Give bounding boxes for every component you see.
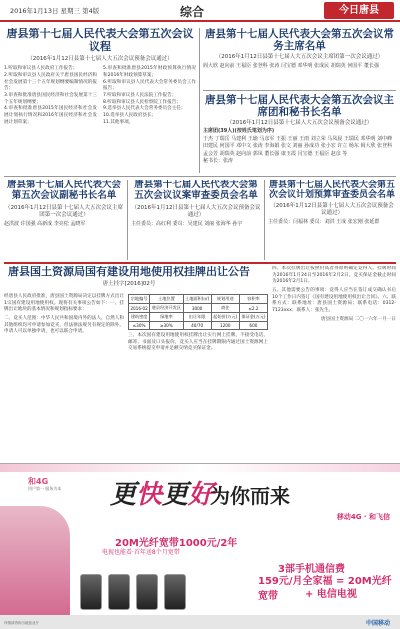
ad-fine-print: 详情请咨询当地营业厅: [4, 621, 39, 625]
ad-slogan-char: 快: [136, 480, 163, 510]
budget-committee-names: 主任委员：闫福林 委员：刘洪 王成 张宏刚 张延群: [268, 218, 380, 225]
ad-offer-phones: 3部手机通信费: [278, 564, 345, 575]
ad-brand-right: 移动4G · 和飞信: [336, 513, 390, 521]
ad-slogan-secondary: 为你而来: [210, 484, 290, 508]
presidium-names: 于杰 丁瑞岳 马建利 王瑜 马彦军 王振 王丽 王雨 刘立荣 马凤晨 王瑞民 邓华明 刘中峰 田建民 何国平 邓中文 张涛 李海娟 张文 刘丽 孙成功 张小宏 许立 杨东 阎大欣 张登科 孟会芳 胡瑞英 赵向前 郭凤 董长强 康玉霞 闫宝德 王福臣 赵彦 等: [203, 135, 393, 157]
ad-offer-family-tv: + 电信电视: [305, 589, 357, 600]
china-mobile-logo: 中国移动: [365, 620, 390, 627]
table-header-row: [129, 295, 268, 304]
notice-agenda: [4, 28, 196, 170]
table-header: 建筑密度: [129, 313, 150, 322]
ad-offer-broadband-note: 电视也能看·首年送8个月宽带: [102, 549, 180, 556]
column-divider: [127, 180, 128, 260]
land-column-1: [4, 294, 124, 336]
newspaper-logo: 今日唐县: [324, 2, 394, 19]
land-body-2: 二、竞买人范围：中华人民共和国境内外的法人、自然人和其他组织均可申请参加竞买，但法律法规另有规定的除外。申请人可以单独申请，也可以联合申请。: [4, 315, 124, 335]
table-header: 起始价(万元): [211, 313, 239, 322]
notice-deputy-secretaries: [4, 180, 124, 258]
agenda-item: 7.听取和审议县人民法院工作报告；: [103, 93, 177, 99]
deputy-secretaries-names: 赵洪波 许国强 高新成 李亮松 孟晓军: [4, 221, 86, 228]
table-cell: 40/70: [183, 322, 211, 330]
agenda-item: 9.选举县人民代表大会常务委员会主任；: [103, 106, 186, 112]
notice-standing-chairs-title: 唐县第十七届人民代表大会第五次会议常务主席名单: [205, 28, 394, 53]
secretary-general: 秘书长：张涛: [203, 158, 234, 165]
notice-budget-committee: [268, 180, 396, 258]
agenda-item: 1.听取和审议县人民政府工作报告；: [4, 66, 78, 72]
ad-bottom-bar: [0, 615, 400, 629]
land-body-5: 五、其他需要公告的事项：竞得人应当在签订成交确认书后10个工作日内签订《国有建设用地使用权出让合同》。六、联系方式：联系地址：唐县国土资源局；联系电话：0312-7123xxx；联系人：张先生。: [272, 287, 396, 313]
table-cell: 3000: [183, 304, 211, 313]
page-header: [0, 0, 400, 22]
table-cell: 2016-02: [130, 305, 148, 311]
notice-presidium-subtitle: （2016年1月12日县第十七届人大五次会议预备会议通过）: [226, 120, 373, 127]
agenda-item: 8.听取和审议县人民检察院工作报告；: [103, 99, 181, 105]
column-divider: [264, 180, 265, 260]
bill-committee-names: 主任委员：高红利 委员：吴建民 刘丽 张海华 孙宇: [131, 221, 243, 228]
land-parcel-table: [128, 294, 268, 330]
agenda-item: 6.听取和审议县人民代表大会常务委员会工作报告；: [103, 79, 196, 92]
column-divider: [199, 28, 200, 173]
table-header: 土地面积(㎡): [183, 295, 211, 304]
agenda-item: 5.审查和批准唐县2015年财政预算执行情况和2016年财政预算草案；: [103, 66, 196, 79]
ad-brand-logo: 和4G: [28, 477, 49, 486]
ad-offer-family: 159元/月全家福 = 20M光纤宽带: [258, 576, 392, 602]
table-cell: ≥30%: [150, 322, 183, 330]
table-cell: 600: [239, 322, 267, 330]
ad-offer-broadband: 20M光纤宽带1000元/2年: [115, 538, 238, 549]
notice-budget-committee-title: 唐县第十七届人民代表大会第五次会议计划预算审查委员会名单: [268, 180, 395, 201]
section-divider: [4, 176, 396, 177]
table-header: 规划用途: [211, 295, 239, 304]
ad-people-image: [0, 506, 70, 616]
agenda-item: 4.审查和批准唐县2015年国民经济和社会发展计划执行情况和2016年国民经济和社会发展计划草案；: [4, 106, 97, 125]
notice-bill-committee-subtitle: （2016年1月12日县第十七届人大五次会议预备会议通过）: [131, 204, 261, 218]
presidium-label: 主席团(39人)(按姓氏笔划为序): [203, 128, 275, 135]
table-header: 绿地率: [150, 313, 183, 322]
telecom-advertisement[interactable]: [0, 463, 400, 629]
notice-bill-committee-title: 唐县第十七届人民代表大会第五次会议议案审查委员会名单: [134, 180, 258, 201]
ad-slogan-main: [110, 474, 214, 511]
table-header: 土地位置: [150, 295, 183, 304]
table-header: 容积率: [239, 295, 267, 304]
notice-standing-chairs: [203, 28, 396, 88]
table-row: [129, 304, 268, 313]
agenda-list: [4, 66, 196, 126]
table-cell: 1200: [211, 322, 239, 330]
ad-slogan-char: 更: [162, 480, 189, 510]
table-cell: ≤30%: [129, 322, 150, 330]
notice-agenda-subtitle: （2016年1月12日县第十七届人大五次会议预备会议通过）: [27, 56, 173, 63]
land-signature: 唐县国土资源局 二〇一六年一月一日: [321, 316, 396, 322]
agenda-item: 11.其他事项。: [103, 119, 134, 125]
phone-image: [80, 574, 102, 610]
land-body-3: 三、本次国有建设用地使用权挂牌出让实行网上挂牌，不接受电话、邮寄、书面及口头报价。竞买人应当在挂牌期限内通过国土资源网上交易系统提交申请并足额交纳竞买保证金。: [128, 333, 268, 352]
table-cell: ≤2.2: [239, 304, 267, 313]
land-body-4: 四、本次挂牌出让按照价高者得原则确定竞得人。挂牌时间为2016年1月24日至2016年2月2日。竞买保证金截止时间为2016年2月1日。: [272, 266, 396, 285]
notice-deputy-secretaries-subtitle: （2016年1月12日县第十七届人大五次会议主席团第一次会议通过）: [5, 204, 123, 218]
ad-phone-images: [80, 574, 230, 614]
phone-image: [108, 574, 130, 610]
agenda-item: 10.选举县人民政府县长；: [103, 113, 157, 119]
table-header-row: [129, 313, 268, 322]
land-notice-docno: 唐土挂字[2016]02号: [102, 280, 156, 287]
section-title: 综合: [180, 5, 205, 19]
land-body-1: 经唐县人民政府批准，唐县国土资源局决定以挂牌方式出让1宗国有建设用地使用权。现将有关事项公告如下：一、挂牌出让地块的基本情况和规划指标要求：: [4, 294, 124, 313]
agenda-item: 3.审查和批准唐县国民经济和社会发展第十三个五年规划纲要；: [4, 93, 97, 105]
ad-slogan-char: 好: [188, 480, 215, 510]
notice-deputy-secretaries-title: 唐县第十七届人民代表大会第五次会议副秘书长名单: [6, 180, 121, 201]
notice-agenda-title: 唐县第十七届人民代表大会第五次会议议程: [6, 28, 194, 53]
table-header: 宗地编号: [129, 295, 150, 304]
notice-presidium-title: 唐县第十七届人民代表大会第五次会议主席团和秘书长名单: [205, 94, 394, 119]
land-column-3: [272, 266, 396, 323]
date-line: 2016年1月13日 星期三 第4版: [10, 7, 100, 15]
table-header: 保证金(万元): [239, 313, 267, 322]
land-notice-title: 唐县国土资源局国有建设用地使用权挂牌出让公告: [8, 266, 250, 278]
notice-land-transfer: [4, 266, 396, 461]
agenda-item: 2.听取和审议县人民政府关于唐县国民经济和社会发展第十三个五年规划纲要编制情况的报告；: [4, 73, 97, 92]
table-cell: 商住: [211, 304, 239, 313]
phone-image: [136, 574, 158, 610]
section-divider: [4, 262, 396, 264]
table-row: [129, 322, 268, 330]
phone-image: [164, 574, 186, 610]
table-header: 出让年限: [183, 313, 211, 322]
table-cell: 唐县经济开发区: [150, 304, 183, 313]
notice-standing-chairs-subtitle: （2016年1月12日县第十七届人大五次会议主席团第一次会议通过）: [215, 54, 384, 61]
ad-slogan-char: 更: [110, 480, 137, 510]
ad-top-bar: [0, 464, 400, 472]
ad-tagline: 用户第一 服务为本: [28, 486, 62, 491]
notice-bill-committee: [131, 180, 261, 258]
standing-chairs-names: 阎大欣 赵向前 王福臣 张登科 张涛 闫宝德 邓华明 张成民 胡瑞英 何国平 董长强: [203, 63, 379, 70]
notice-presidium: [203, 94, 396, 176]
land-table-wrap: [128, 294, 268, 353]
section-divider: [203, 90, 396, 91]
notice-budget-committee-subtitle: （2016年1月12日县第十七届人大五次会议预备会议通过）: [270, 202, 394, 216]
